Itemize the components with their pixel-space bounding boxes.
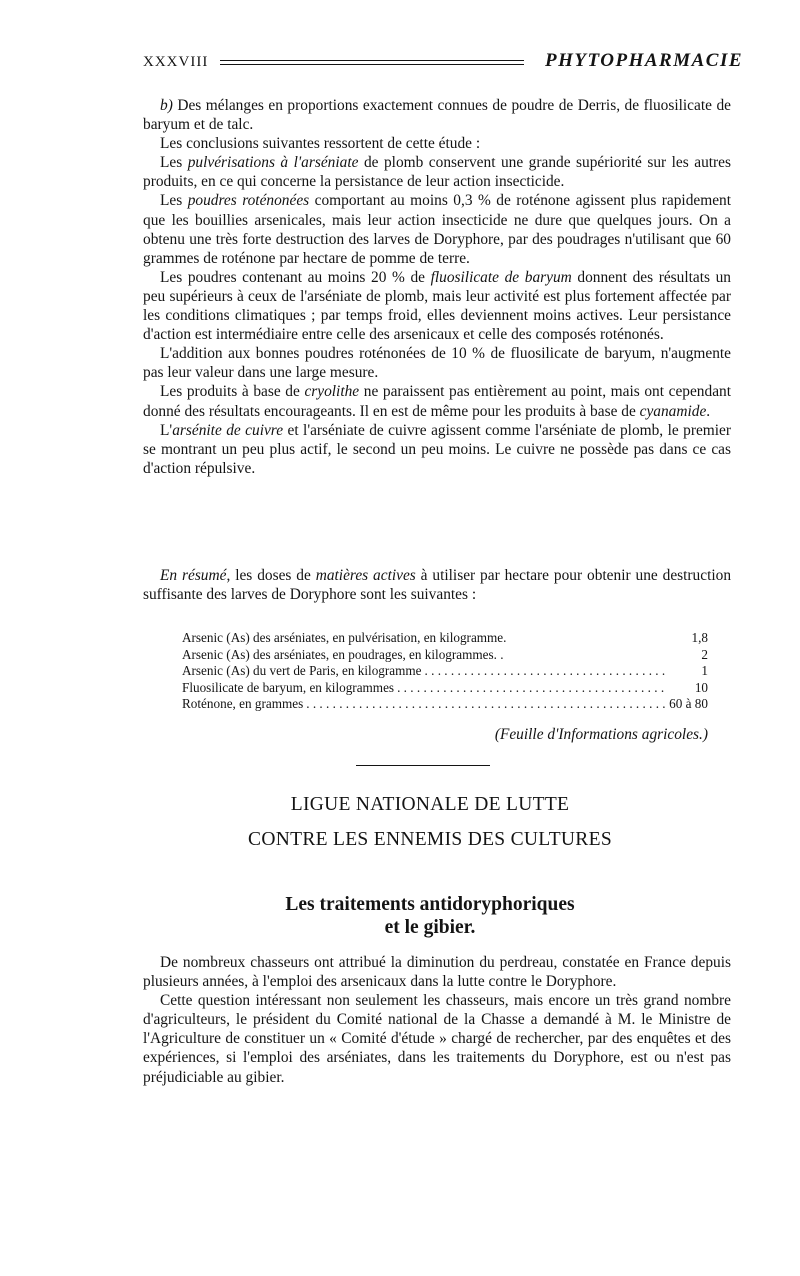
paragraph-summary: [143, 566, 731, 604]
summary-text: [143, 566, 731, 604]
paragraph-hunters: De nombreux chasseurs ont attribué la diminution du perdreau, constatée en France depuis plusieurs années, à l'emploi des arsenicaux dans la lutte contre le Doryphore.: [143, 954, 731, 991]
paragraph-text: donnent des résultats un peu supérieurs à ceux de l'arséniate de plomb, mais leur activité est plus fortement affectée par les conditions climatiques ; par temps froid, elles deviennent moins actives. Leur persistance d'action est intermédiaire entre celle des arsenicaux et celle des composés roténonés.: [143, 268, 732, 344]
paragraph-copper: [143, 421, 731, 478]
dose-row: [182, 647, 708, 664]
list-marker: b): [160, 97, 173, 114]
dose-row: [182, 696, 708, 713]
dose-value: 1,8: [691, 630, 708, 645]
paragraph-text: Les produits à base de: [160, 383, 305, 401]
emphasis-text: cryolithe: [304, 383, 360, 401]
emphasis-text: cyanamide: [639, 402, 707, 420]
article-body: [143, 953, 731, 1087]
dose-label: Arsenic (As) du vert de Paris, en kilogramme: [182, 663, 422, 678]
paragraph-text: ne paraissent pas entièrement au point, mais ont cependant donné des résultats encourageants. Il en est de même pour les produits à base de: [143, 383, 731, 420]
emphasis-text: En résumé: [160, 567, 227, 584]
paragraph-derris-mixtures: [143, 96, 731, 134]
dose-label: Fluosilicate de baryum, en kilogrammes: [182, 679, 395, 695]
dose-leader: [422, 663, 666, 679]
article-title: [230, 893, 630, 939]
emphasis-text: poudres roténonées: [187, 192, 310, 210]
paragraph-conclusions-intro: Les conclusions suivantes ressortent de cette étude :: [160, 135, 481, 153]
dose-value: 2: [701, 646, 708, 662]
section-divider: [356, 765, 490, 766]
paragraph-cryolithe: [143, 382, 731, 420]
emphasis-text: matières actives: [315, 567, 416, 584]
paragraph-fluosilicate: [143, 268, 731, 344]
emphasis-text: fluosilicate de baryum: [430, 268, 572, 286]
dose-leader: [394, 680, 666, 696]
journal-title: PHYTOPHARMACIE: [545, 50, 744, 71]
article-title-line1: Les traitements antidoryphoriques: [285, 894, 575, 915]
dose-label: Arsenic (As) des arséniates, en poudrages, en kilogrammes. .: [182, 646, 504, 662]
dose-row: [182, 663, 708, 680]
organization-heading-line1: LIGUE NATIONALE DE LUTTE: [290, 794, 570, 815]
paragraph-text: comportant au moins 0,3 % de roténone agissent plus rapidement que les bouillies arsenicales, mais leur action insecticide ne dure que quelques jours. On a obtenu une très forte destruction des larves de Doryphore, par des poudrages n'utilisant que 60 grammes de roténone par hectare de pomme de terre.: [143, 192, 732, 267]
paragraph-text: Les: [160, 192, 188, 210]
header-rule-top: [220, 60, 524, 61]
dose-value: 1: [701, 663, 708, 678]
dose-label: Arsenic (As) des arséniates, en pulvérisation, en kilogramme.: [182, 630, 507, 645]
paragraph-addition: L'addition aux bonnes poudres roténonées de 10 % de fluosilicate de baryum, n'augmente pas leur valeur dans une large mesure.: [143, 345, 731, 382]
paragraph-text: L': [160, 421, 173, 439]
article-title-line2: et le gibier.: [384, 917, 476, 938]
dose-value: 10: [694, 679, 708, 695]
organization-heading-line2: CONTRE LES ENNEMIS DES CULTURES: [248, 829, 612, 850]
paragraph-committee: Cette question intéressant non seulement les chasseurs, mais encore un très grand nombre d'agriculteurs, le président du Comité national de la Chasse a demandé à M. le Ministre de l'Agriculture de constituer un « Comité d'étude » chargé de rechercher, par des enquêtes et des expériences, si l'emploi des arséniates, dans les traitements du Doryphore, est ou n'est pas préjudiciable au gibier.: [143, 992, 731, 1086]
emphasis-text: arsénite de cuivre: [172, 421, 284, 439]
dose-label: Roténone, en grammes: [182, 696, 304, 711]
emphasis-text: pulvérisations à l'arséniate: [187, 154, 359, 172]
page-folio: XXXVIII: [143, 54, 209, 70]
paragraph-text: à utiliser par hectare pour obtenir une destruction suffisante des larves de Doryphore sont les suivantes :: [143, 567, 732, 604]
upper-article-text: [143, 96, 731, 478]
dose-leader: [303, 696, 666, 712]
paragraph-text: Les poudres contenant au moins 20 % de: [160, 268, 431, 286]
dose-row: [182, 680, 708, 697]
paragraph-text: Les: [160, 154, 188, 172]
paragraph-text: Des mélanges en proportions exactement connues de poudre de Derris, de fluosilicate de baryum et de talc.: [143, 97, 731, 134]
paragraph-text: , les doses de: [226, 567, 316, 584]
paragraph-text: et l'arséniate de cuivre agissent comme l'arséniate de plomb, le premier se montrant un peu plus actif, le second un peu moins. Le cuivre ne possède pas dans ce cas d'action répulsive.: [143, 421, 731, 477]
paragraph-rotenone-powders: [143, 191, 731, 267]
header-rule-bottom: [220, 64, 524, 65]
dose-value: 60 à 80: [669, 696, 708, 711]
paragraph-arseniate-sprays: [143, 153, 731, 191]
paragraph-text: .: [706, 402, 711, 420]
dose-row: [182, 630, 708, 647]
paragraph-text: de plomb conservent une grande supériorité sur les autres produits, en ce qui concerne la persistance de leur action insecticide.: [143, 154, 731, 191]
dose-table: [182, 630, 708, 713]
source-citation: (Feuille d'Informations agricoles.): [494, 726, 708, 743]
